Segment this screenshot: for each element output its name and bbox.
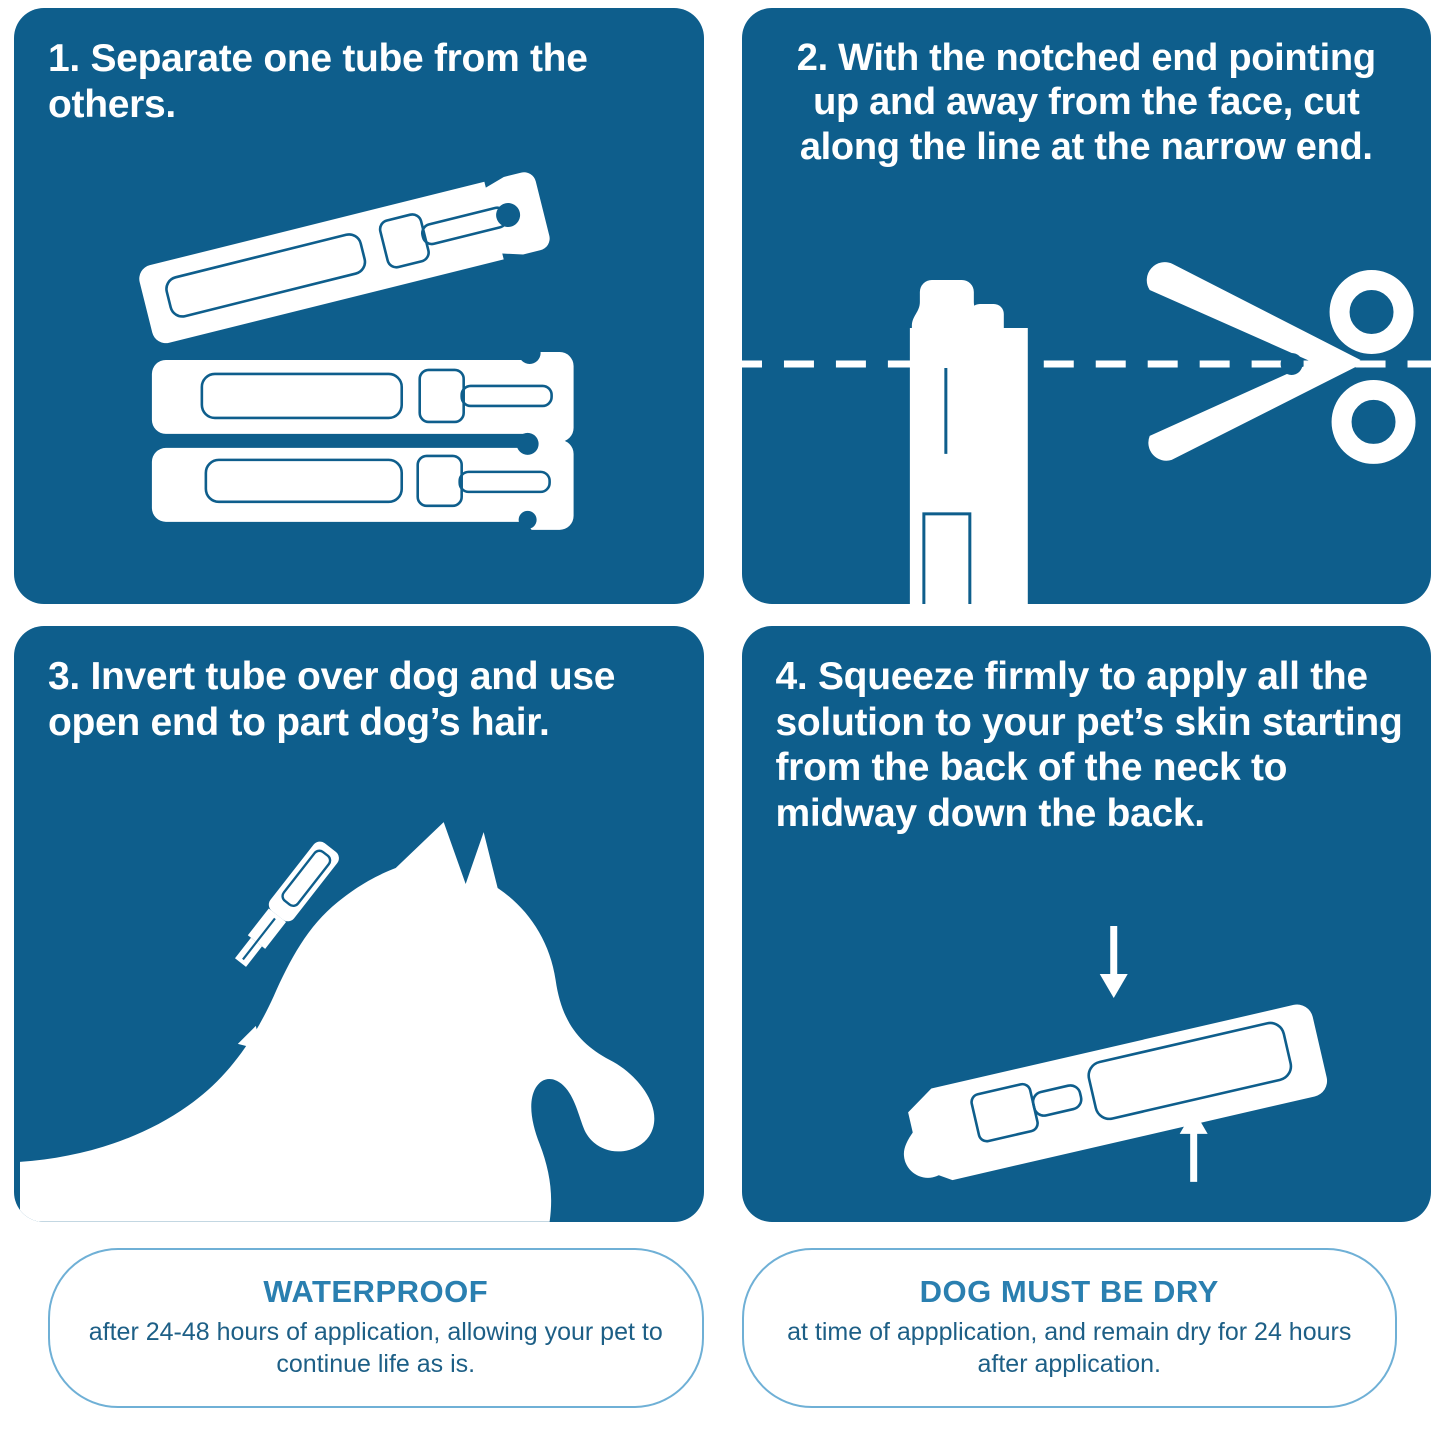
step-2-text: 2. With the notched end pointing up and away from the face, cut along the line at the narrow end. (796, 37, 1376, 168)
step-panel-3 (14, 626, 704, 1222)
notes-row (14, 1248, 1431, 1408)
note-dog-must-be-dry (742, 1248, 1398, 1408)
three-stacked-applicator-tubes-icon (14, 8, 704, 604)
step-4-text: 4. Squeeze firmly to apply all the solution to your pet’s skin starting from the back of the neck to midway down the back. (775, 655, 1403, 835)
dog-head-silhouette-with-inverted-tube-icon (14, 626, 704, 1222)
tube-squeeze-with-drop-and-arrows-icon (742, 626, 1432, 1222)
note-waterproof-body: after 24-48 hours of application, allowing your pet to continue life as is. (88, 1318, 663, 1378)
step-panel-2 (742, 8, 1432, 604)
note-dog-must-be-dry-body: at time of appplication, and remain dry for 24 hours after application. (787, 1318, 1352, 1378)
tube-with-dashed-cut-line-and-scissors-icon (742, 8, 1432, 604)
note-dog-must-be-dry-title: DOG MUST BE DRY (919, 1274, 1219, 1309)
step-1-text: 1. Separate one tube from the others. (48, 37, 588, 126)
steps-grid (14, 8, 1431, 1222)
step-panel-1 (14, 8, 704, 604)
note-waterproof-title: WATERPROOF (263, 1274, 489, 1309)
step-3-text: 3. Invert tube over dog and use open end to part dog’s hair. (48, 655, 616, 744)
note-waterproof (48, 1248, 704, 1408)
step-panel-4 (742, 626, 1432, 1222)
